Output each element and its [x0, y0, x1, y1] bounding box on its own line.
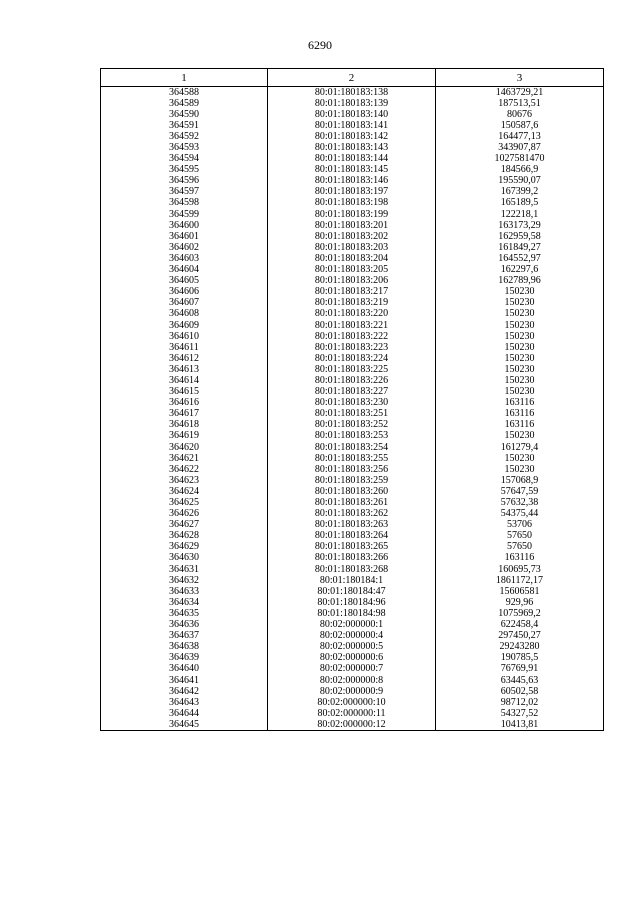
value-cell: 53706: [436, 520, 604, 531]
row-number-cell: 364645: [101, 719, 268, 731]
cadastral-number-cell: 80:02:000000:4: [268, 631, 436, 642]
cadastral-number-cell: 80:01:180183:219: [268, 298, 436, 309]
cadastral-number-cell: 80:01:180183:199: [268, 209, 436, 220]
column-header-1: 1: [101, 69, 268, 87]
value-cell: 161849,27: [436, 242, 604, 253]
table-row: [101, 631, 604, 642]
value-cell: 167399,2: [436, 187, 604, 198]
table-row: [101, 342, 604, 353]
cadastral-number-cell: 80:01:180183:268: [268, 564, 436, 575]
table-row: [101, 375, 604, 386]
row-number-cell: 364631: [101, 564, 268, 575]
table-row: [101, 520, 604, 531]
value-cell: 57650: [436, 531, 604, 542]
cadastral-number-cell: 80:01:180183:226: [268, 375, 436, 386]
table-row: [101, 109, 604, 120]
cadastral-number-cell: 80:01:180183:256: [268, 464, 436, 475]
row-number-cell: 364600: [101, 220, 268, 231]
row-number-cell: 364644: [101, 708, 268, 719]
table-row: [101, 420, 604, 431]
table-row: [101, 608, 604, 619]
table-row: [101, 531, 604, 542]
row-number-cell: 364606: [101, 287, 268, 298]
value-cell: 29243280: [436, 642, 604, 653]
table-row: [101, 564, 604, 575]
cadastral-number-cell: 80:02:000000:12: [268, 719, 436, 731]
page-number: 6290: [308, 38, 332, 52]
cadastral-number-cell: 80:01:180183:205: [268, 265, 436, 276]
cadastral-number-cell: 80:01:180183:230: [268, 398, 436, 409]
cadastral-number-cell: 80:01:180183:225: [268, 364, 436, 375]
cadastral-number-cell: 80:01:180183:260: [268, 486, 436, 497]
row-number-cell: 364627: [101, 520, 268, 531]
row-number-cell: 364626: [101, 509, 268, 520]
cadastral-number-cell: 80:01:180183:227: [268, 387, 436, 398]
cadastral-number-cell: 80:01:180183:201: [268, 220, 436, 231]
cadastral-number-cell: 80:01:180183:262: [268, 509, 436, 520]
row-number-cell: 364630: [101, 553, 268, 564]
cadastral-number-cell: 80:01:180183:253: [268, 431, 436, 442]
value-cell: 162297,6: [436, 265, 604, 276]
table-row: [101, 87, 604, 99]
value-cell: 150230: [436, 320, 604, 331]
table-row: [101, 209, 604, 220]
cadastral-number-cell: 80:01:180183:139: [268, 98, 436, 109]
row-number-cell: 364642: [101, 686, 268, 697]
table-row: [101, 364, 604, 375]
value-cell: 150230: [436, 464, 604, 475]
table-row: [101, 309, 604, 320]
value-cell: 150230: [436, 287, 604, 298]
row-number-cell: 364595: [101, 165, 268, 176]
row-number-cell: 364590: [101, 109, 268, 120]
value-cell: 57647,59: [436, 486, 604, 497]
table-row: [101, 642, 604, 653]
row-number-cell: 364633: [101, 586, 268, 597]
value-cell: 150587,6: [436, 120, 604, 131]
value-cell: 10413,81: [436, 719, 604, 731]
value-cell: 122218,1: [436, 209, 604, 220]
table-row: [101, 586, 604, 597]
cadastral-number-cell: 80:01:180183:143: [268, 142, 436, 153]
cadastral-number-cell: 80:01:180183:263: [268, 520, 436, 531]
table-row: [101, 353, 604, 364]
value-cell: 164477,13: [436, 131, 604, 142]
column-header-3: 3: [436, 69, 604, 87]
cadastral-number-cell: 80:01:180183:224: [268, 353, 436, 364]
cadastral-number-cell: 80:01:180183:141: [268, 120, 436, 131]
row-number-cell: 364605: [101, 276, 268, 287]
table-row: [101, 165, 604, 176]
value-cell: 54327,52: [436, 708, 604, 719]
cadastral-number-cell: 80:01:180183:266: [268, 553, 436, 564]
row-number-cell: 364625: [101, 497, 268, 508]
value-cell: 157068,9: [436, 475, 604, 486]
value-cell: 622458,4: [436, 620, 604, 631]
row-number-cell: 364601: [101, 231, 268, 242]
cadastral-number-cell: 80:01:180183:252: [268, 420, 436, 431]
row-number-cell: 364638: [101, 642, 268, 653]
value-cell: 98712,02: [436, 697, 604, 708]
row-number-cell: 364611: [101, 342, 268, 353]
value-cell: 163116: [436, 398, 604, 409]
row-number-cell: 364598: [101, 198, 268, 209]
value-cell: 164552,97: [436, 253, 604, 264]
row-number-cell: 364621: [101, 453, 268, 464]
value-cell: 15606581: [436, 586, 604, 597]
cadastral-number-cell: 80:01:180183:261: [268, 497, 436, 508]
row-number-cell: 364608: [101, 309, 268, 320]
value-cell: 162789,96: [436, 276, 604, 287]
row-number-cell: 364634: [101, 597, 268, 608]
row-number-cell: 364632: [101, 575, 268, 586]
table-row: [101, 198, 604, 209]
value-cell: 76769,91: [436, 664, 604, 675]
row-number-cell: 364636: [101, 620, 268, 631]
row-number-cell: 364603: [101, 253, 268, 264]
row-number-cell: 364615: [101, 387, 268, 398]
cadastral-number-cell: 80:01:180183:145: [268, 165, 436, 176]
table-row: [101, 575, 604, 586]
cadastral-number-cell: 80:01:180183:221: [268, 320, 436, 331]
row-number-cell: 364624: [101, 486, 268, 497]
value-cell: 63445,63: [436, 675, 604, 686]
cadastral-number-cell: 80:01:180183:198: [268, 198, 436, 209]
table-row: [101, 220, 604, 231]
row-number-cell: 364612: [101, 353, 268, 364]
row-number-cell: 364607: [101, 298, 268, 309]
cadastral-number-cell: 80:01:180184:1: [268, 575, 436, 586]
row-number-cell: 364589: [101, 98, 268, 109]
row-number-cell: 364588: [101, 87, 268, 99]
cadastral-number-cell: 80:01:180183:206: [268, 276, 436, 287]
value-cell: 150230: [436, 364, 604, 375]
registry-table: [100, 68, 604, 731]
value-cell: 297450,27: [436, 631, 604, 642]
row-number-cell: 364599: [101, 209, 268, 220]
table-row: [101, 176, 604, 187]
value-cell: 163116: [436, 553, 604, 564]
table-row: [101, 265, 604, 276]
table-row: [101, 98, 604, 109]
row-number-cell: 364609: [101, 320, 268, 331]
row-number-cell: 364619: [101, 431, 268, 442]
row-number-cell: 364618: [101, 420, 268, 431]
cadastral-number-cell: 80:01:180183:144: [268, 154, 436, 165]
row-number-cell: 364641: [101, 675, 268, 686]
value-cell: 150230: [436, 331, 604, 342]
value-cell: 190785,5: [436, 653, 604, 664]
table-row: [101, 320, 604, 331]
table-row: [101, 276, 604, 287]
value-cell: 150230: [436, 387, 604, 398]
table-row: [101, 708, 604, 719]
row-number-cell: 364643: [101, 697, 268, 708]
row-number-cell: 364617: [101, 409, 268, 420]
table-row: [101, 253, 604, 264]
value-cell: 1027581470: [436, 154, 604, 165]
cadastral-number-cell: 80:01:180184:96: [268, 597, 436, 608]
table-row: [101, 620, 604, 631]
value-cell: 54375,44: [436, 509, 604, 520]
table-header: [101, 69, 604, 87]
cadastral-number-cell: 80:01:180183:140: [268, 109, 436, 120]
table-row: [101, 509, 604, 520]
value-cell: 162959,58: [436, 231, 604, 242]
table-row: [101, 231, 604, 242]
cadastral-number-cell: 80:01:180183:202: [268, 231, 436, 242]
table-row: [101, 697, 604, 708]
cadastral-number-cell: 80:01:180184:98: [268, 608, 436, 619]
table-row: [101, 497, 604, 508]
table-row: [101, 142, 604, 153]
row-number-cell: 364635: [101, 608, 268, 619]
row-number-cell: 364591: [101, 120, 268, 131]
row-number-cell: 364639: [101, 653, 268, 664]
table-row: [101, 719, 604, 731]
cadastral-number-cell: 80:01:180183:251: [268, 409, 436, 420]
value-cell: 150230: [436, 298, 604, 309]
value-cell: 1463729,21: [436, 87, 604, 99]
table-row: [101, 398, 604, 409]
value-cell: 165189,5: [436, 198, 604, 209]
row-number-cell: 364616: [101, 398, 268, 409]
row-number-cell: 364613: [101, 364, 268, 375]
cadastral-number-cell: 80:01:180183:259: [268, 475, 436, 486]
value-cell: 163116: [436, 420, 604, 431]
table-row: [101, 409, 604, 420]
cadastral-number-cell: 80:01:180183:217: [268, 287, 436, 298]
table-row: [101, 686, 604, 697]
cadastral-number-cell: 80:01:180183:203: [268, 242, 436, 253]
cadastral-number-cell: 80:02:000000:1: [268, 620, 436, 631]
value-cell: 150230: [436, 309, 604, 320]
cadastral-number-cell: 80:01:180183:254: [268, 442, 436, 453]
value-cell: 150230: [436, 431, 604, 442]
cadastral-number-cell: 80:01:180183:142: [268, 131, 436, 142]
cadastral-number-cell: 80:01:180183:138: [268, 87, 436, 99]
value-cell: 150230: [436, 375, 604, 386]
table-row: [101, 298, 604, 309]
table-row: [101, 442, 604, 453]
table-row: [101, 431, 604, 442]
row-number-cell: 364593: [101, 142, 268, 153]
row-number-cell: 364604: [101, 265, 268, 276]
cadastral-number-cell: 80:01:180183:222: [268, 331, 436, 342]
value-cell: 1075969,2: [436, 608, 604, 619]
cadastral-number-cell: 80:01:180183:197: [268, 187, 436, 198]
table-row: [101, 653, 604, 664]
cadastral-number-cell: 80:01:180183:220: [268, 309, 436, 320]
row-number-cell: 364622: [101, 464, 268, 475]
row-number-cell: 364596: [101, 176, 268, 187]
row-number-cell: 364592: [101, 131, 268, 142]
table-row: [101, 553, 604, 564]
cadastral-number-cell: 80:01:180183:146: [268, 176, 436, 187]
table-row: [101, 453, 604, 464]
row-number-cell: 364620: [101, 442, 268, 453]
cadastral-number-cell: 80:01:180183:264: [268, 531, 436, 542]
row-number-cell: 364594: [101, 154, 268, 165]
table-row: [101, 242, 604, 253]
value-cell: 160695,73: [436, 564, 604, 575]
cadastral-number-cell: 80:02:000000:10: [268, 697, 436, 708]
table-body: [101, 87, 604, 731]
row-number-cell: 364597: [101, 187, 268, 198]
cadastral-number-cell: 80:02:000000:6: [268, 653, 436, 664]
header-row: [101, 69, 604, 87]
cadastral-number-cell: 80:02:000000:5: [268, 642, 436, 653]
value-cell: 80676: [436, 109, 604, 120]
row-number-cell: 364623: [101, 475, 268, 486]
value-cell: 929,96: [436, 597, 604, 608]
table-row: [101, 131, 604, 142]
cadastral-number-cell: 80:01:180183:265: [268, 542, 436, 553]
table-row: [101, 154, 604, 165]
value-cell: 195590,07: [436, 176, 604, 187]
value-cell: 57650: [436, 542, 604, 553]
value-cell: 150230: [436, 453, 604, 464]
cadastral-number-cell: 80:01:180183:204: [268, 253, 436, 264]
table-row: [101, 475, 604, 486]
table-row: [101, 486, 604, 497]
table-row: [101, 120, 604, 131]
table-row: [101, 387, 604, 398]
value-cell: 187513,51: [436, 98, 604, 109]
row-number-cell: 364602: [101, 242, 268, 253]
value-cell: 161279,4: [436, 442, 604, 453]
cadastral-number-cell: 80:02:000000:9: [268, 686, 436, 697]
cadastral-number-cell: 80:02:000000:7: [268, 664, 436, 675]
row-number-cell: 364628: [101, 531, 268, 542]
cadastral-number-cell: 80:01:180183:223: [268, 342, 436, 353]
table-row: [101, 187, 604, 198]
table-row: [101, 464, 604, 475]
value-cell: 343907,87: [436, 142, 604, 153]
table-row: [101, 597, 604, 608]
table-row: [101, 675, 604, 686]
row-number-cell: 364610: [101, 331, 268, 342]
table-row: [101, 331, 604, 342]
row-number-cell: 364637: [101, 631, 268, 642]
row-number-cell: 364629: [101, 542, 268, 553]
table-row: [101, 542, 604, 553]
value-cell: 163173,29: [436, 220, 604, 231]
cadastral-number-cell: 80:01:180184:47: [268, 586, 436, 597]
value-cell: 60502,58: [436, 686, 604, 697]
row-number-cell: 364640: [101, 664, 268, 675]
row-number-cell: 364614: [101, 375, 268, 386]
value-cell: 1861172,17: [436, 575, 604, 586]
table-row: [101, 287, 604, 298]
cadastral-number-cell: 80:02:000000:8: [268, 675, 436, 686]
cadastral-number-cell: 80:02:000000:11: [268, 708, 436, 719]
value-cell: 184566,9: [436, 165, 604, 176]
value-cell: 57632,38: [436, 497, 604, 508]
table-row: [101, 664, 604, 675]
value-cell: 150230: [436, 353, 604, 364]
value-cell: 163116: [436, 409, 604, 420]
cadastral-number-cell: 80:01:180183:255: [268, 453, 436, 464]
value-cell: 150230: [436, 342, 604, 353]
column-header-2: 2: [268, 69, 436, 87]
